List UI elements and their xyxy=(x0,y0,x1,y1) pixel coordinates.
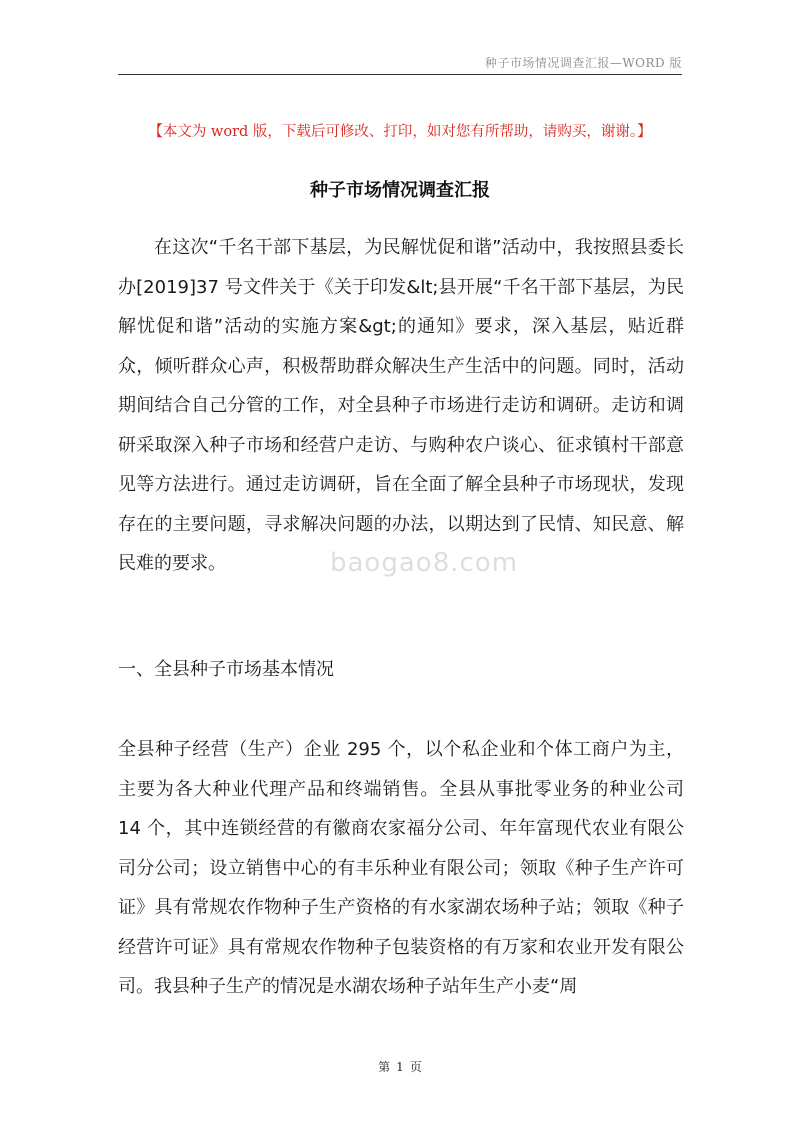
page-footer xyxy=(0,1058,800,1075)
page-suffix: 页 xyxy=(409,1060,422,1074)
running-header: 种子市场情况调查汇报—WORD 版 xyxy=(484,56,682,70)
header-divider xyxy=(118,74,682,75)
body-paragraph-2: 全县种子经营（生产）企业 295 个，以个私企业和个体工商户为主，主要为各大种业代理产品和终端销售。全县从事批零业务的种业公司 14 个，其中连锁经营的有徽商农家福分公司、年年富现代农业有限公司分公司；设立销售中心的有丰乐种业有限公司；领取《种子生产许可证》具有常规农作物种子生产资格的有水家湖农场种子站；领取《种子经营许可证》具有常规农作物种子包装资格的有万家和农业开发有限公司。我县种子生产的情况是水湖农场种子站年生产小麦“周 xyxy=(118,739,684,997)
watermark: baogao8.com xyxy=(330,548,519,578)
page-number: 1 xyxy=(396,1060,404,1074)
body-paragraph-1: 在这次“千名干部下基层，为民解忧促和谐”活动中，我按照县委长办[2019]37 号文件关于《关于印发&lt;县开展“千名干部下基层，为民解忧促和谐”活动的实施方案&gt;的通知》要求，深入基层，贴近群众，倾听群众心声，积极帮助群众解决生产生活中的问题。同时，活动期间结合自己分管的工作，对全县种子市场进行走访和调研。走访和调研采取深入种子市场和经营户走访、与购种农户谈心、征求镇村干部意见等方法进行。通过走访调研，旨在全面了解全县种子市场现状，发现存在的主要问题，寻求解决问题的办法，以期达到了民情、知民意、解民难的要求。 xyxy=(118,237,684,574)
page-prefix: 第 xyxy=(378,1060,391,1074)
document-title: 种子市场情况调查汇报 xyxy=(310,180,490,201)
purchase-notice: 【本文为 word 版，下载后可修改、打印，如对您有所帮助，请购买，谢谢。】 xyxy=(148,124,652,140)
section-heading-1: 一、全县种子市场基本情况 xyxy=(118,659,334,680)
